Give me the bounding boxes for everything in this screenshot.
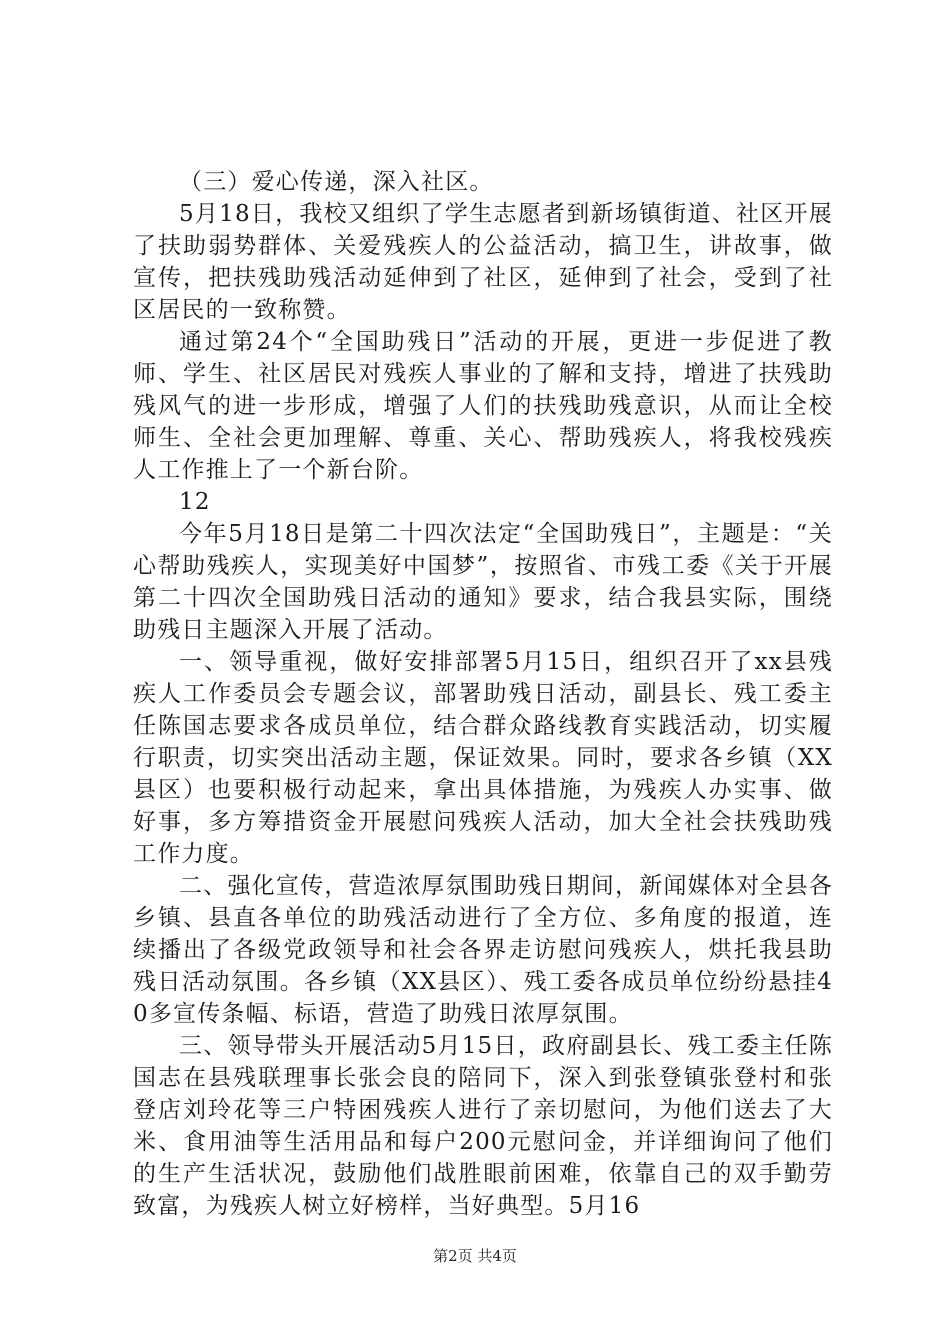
paragraph: 二、强化宣传，营造浓厚氛围助残日期间，新闻媒体对全县各乡镇、县直各单位的助残活动进行了全方位、多角度的报道，连续播出了各级党政领导和社会各界走访慰问残疾人，烘托我县助残日活动氛围。各乡镇（XX县区）、残工委各成员单位纷纷悬挂40多宣传条幅、标语，营造了助残日浓厚氛围。 xyxy=(133,873,833,1027)
section-heading: （三）爱心传递，深入社区。 xyxy=(179,169,494,195)
paragraph-number: 12 xyxy=(179,489,211,515)
paragraph: 5月18日，我校又组织了学生志愿者到新场镇街道、社区开展了扶助弱势群体、关爱残疾人的公益活动，搞卫生，讲故事，做宣传，把扶残助残活动延伸到了社区，延伸到了社会，受到了社区居民的一致称赞。 xyxy=(133,201,833,323)
paragraph: 今年5月18日是第二十四次法定“全国助残日”，主题是：“关心帮助残疾人，实现美好中国梦”，按照省、市残工委《关于开展第二十四次全国助残日活动的通知》要求，结合我县实际，围绕助残日主题深入开展了活动。 xyxy=(133,521,833,643)
paragraph: 三、领导带头开展活动5月15日，政府副县长、残工委主任陈国志在县残联理事长张会良的陪同下，深入到张登镇张登村和张登店刘玲花等三户特困残疾人进行了亲切慰问，为他们送去了大米、食用油等生活用品和每户200元慰问金，并详细询问了他们的生产生活状况，鼓励他们战胜眼前困难，依靠自己的双手勤劳致富，为残疾人树立好榜样，当好典型。5月16 xyxy=(133,1033,833,1219)
paragraph: 通过第24个“全国助残日”活动的开展，更进一步促进了教师、学生、社区居民对残疾人事业的了解和支持，增进了扶残助残风气的进一步形成，增强了人们的扶残助残意识，从而让全校师生、全社会更加理解、尊重、关心、帮助残疾人，将我校残疾人工作推上了一个新台阶。 xyxy=(133,329,833,483)
paragraph: 一、领导重视，做好安排部署5月15日，组织召开了xx县残疾人工作委员会专题会议，部署助残日活动，副县长、残工委主任陈国志要求各成员单位，结合群众路线教育实践活动，切实履行职责，切实突出活动主题，保证效果。同时，要求各乡镇（XX县区）也要积极行动起来，拿出具体措施，为残疾人办实事、做好事，多方筹措资金开展慰问残疾人活动，加大全社会扶残助残工作力度。 xyxy=(133,649,833,867)
document-body xyxy=(133,166,833,1222)
page-footer: 第2页 共4页 xyxy=(433,1247,517,1265)
